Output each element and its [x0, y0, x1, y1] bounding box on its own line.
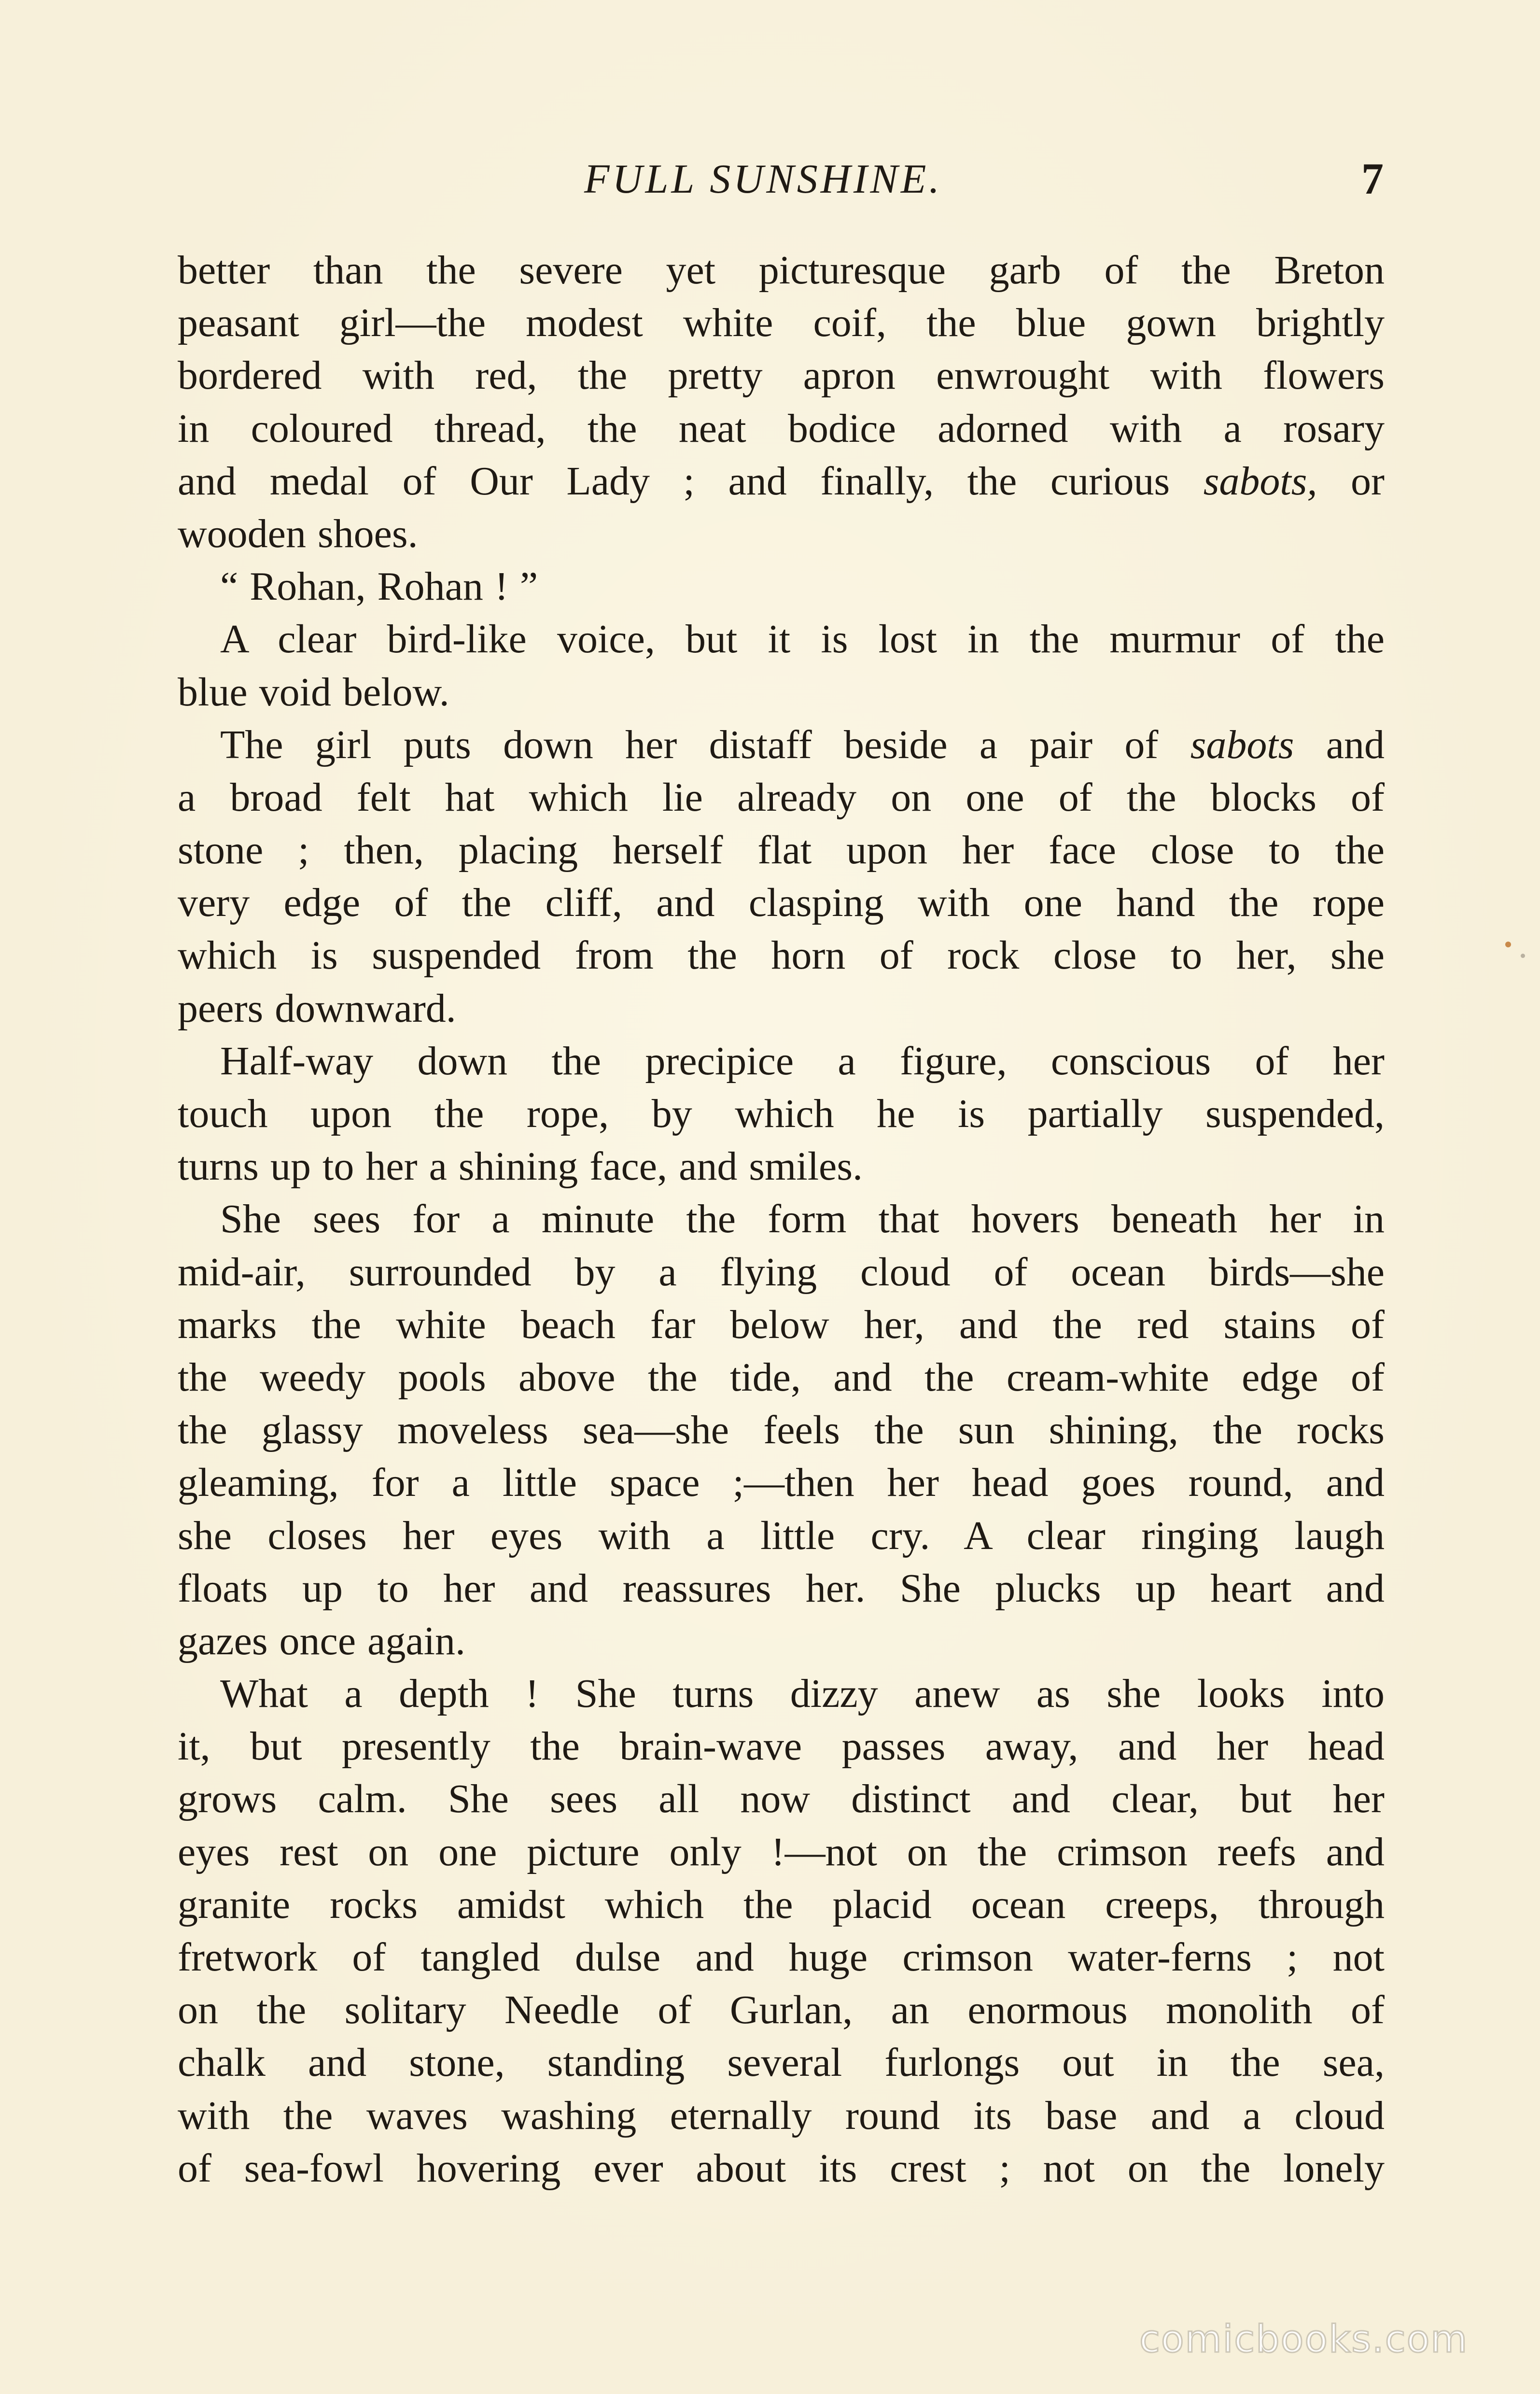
text-line: stone ; then, placing herself flat upon her face close to the [178, 828, 1385, 873]
text-line: mid-air, surrounded by a flying cloud of ocean birds—she [178, 1249, 1385, 1295]
text-line: marks the white beach far below her, and the red stains of [178, 1302, 1385, 1347]
text-line: in coloured thread, the neat bodice adorned with a rosary [178, 406, 1385, 451]
text-line: it, but presently the brain-wave passes away, and her head [178, 1724, 1385, 1769]
text-line: grows calm. She sees all now distinct and clear, but her [178, 1776, 1385, 1822]
text-line: granite rocks amidst which the placid ocean creeps, through [178, 1882, 1385, 1927]
paper-speck [1521, 954, 1525, 958]
text-line: A clear bird-like voice, but it is lost in the murmur of the [220, 617, 1385, 662]
text-line: What a depth ! She turns dizzy anew as she looks into [220, 1671, 1385, 1717]
text-line: eyes rest on one picture only !—not on the crimson reefs and [178, 1829, 1385, 1874]
text-line: gazes once again. [178, 1618, 466, 1663]
text-line: touch upon the rope, by which he is partially suspended, [178, 1091, 1385, 1136]
watermark: comicbooks.com [1139, 2318, 1469, 2361]
body-text [178, 244, 1385, 2195]
italic-word: sabots, [1203, 458, 1317, 504]
text-line: peasant girl—the modest white coif, the blue gown brightly [178, 300, 1385, 346]
text-line: better than the severe yet picturesque garb of the Breton [178, 248, 1385, 293]
text-line: peers downward. [178, 986, 456, 1031]
text-line: with the waves washing eternally round its base and a cloud [178, 2093, 1385, 2138]
text-line: and medal of Our Lady ; and finally, the curious sabots, or [178, 458, 1385, 504]
text-line: gleaming, for a little space ;—then her head goes round, and [178, 1460, 1385, 1506]
text-line: She sees for a minute the form that hovers beneath her in [220, 1197, 1385, 1242]
text-line: “ Rohan, Rohan ! ” [220, 564, 538, 609]
text-line: which is suspended from the horn of rock close to her, she [178, 933, 1385, 978]
text-line: she closes her eyes with a little cry. A clear ringing laugh [178, 1513, 1385, 1558]
text-line: blue void below. [178, 669, 449, 715]
text-line: of sea-fowl hovering ever about its crest ; not on the lonely [178, 2145, 1385, 2191]
text-line: the glassy moveless sea—she feels the sun shining, the rocks [178, 1408, 1385, 1453]
page-number: 7 [1361, 154, 1384, 203]
text-line: bordered with red, the pretty apron enwrought with flowers [178, 353, 1385, 398]
text-line: Half-way down the precipice a figure, conscious of her [220, 1038, 1385, 1084]
italic-word: sabots [1190, 722, 1294, 767]
text-line: very edge of the cliff, and clasping with one hand the rope [178, 880, 1385, 926]
paper-speck [1505, 942, 1511, 947]
running-title: FULL SUNSHINE. [584, 155, 942, 202]
text-line: on the solitary Needle of Gurlan, an enormous monolith of [178, 1987, 1385, 2033]
text-line: the weedy pools above the tide, and the cream-white edge of [178, 1354, 1385, 1400]
text-line: chalk and stone, standing several furlongs out in the sea, [178, 2040, 1385, 2085]
text-line: turns up to her a shining face, and smiles. [178, 1144, 863, 1189]
text-line: a broad felt hat which lie already on one of the blocks of [178, 775, 1385, 820]
text-line: fretwork of tangled dulse and huge crimson water-ferns ; not [178, 1935, 1385, 1980]
text-line: The girl puts down her distaff beside a pair of sabots and [220, 722, 1385, 767]
text-line: floats up to her and reassures her. She plucks up heart and [178, 1565, 1385, 1611]
text-line: wooden shoes. [178, 511, 418, 556]
running-head [0, 145, 1540, 212]
